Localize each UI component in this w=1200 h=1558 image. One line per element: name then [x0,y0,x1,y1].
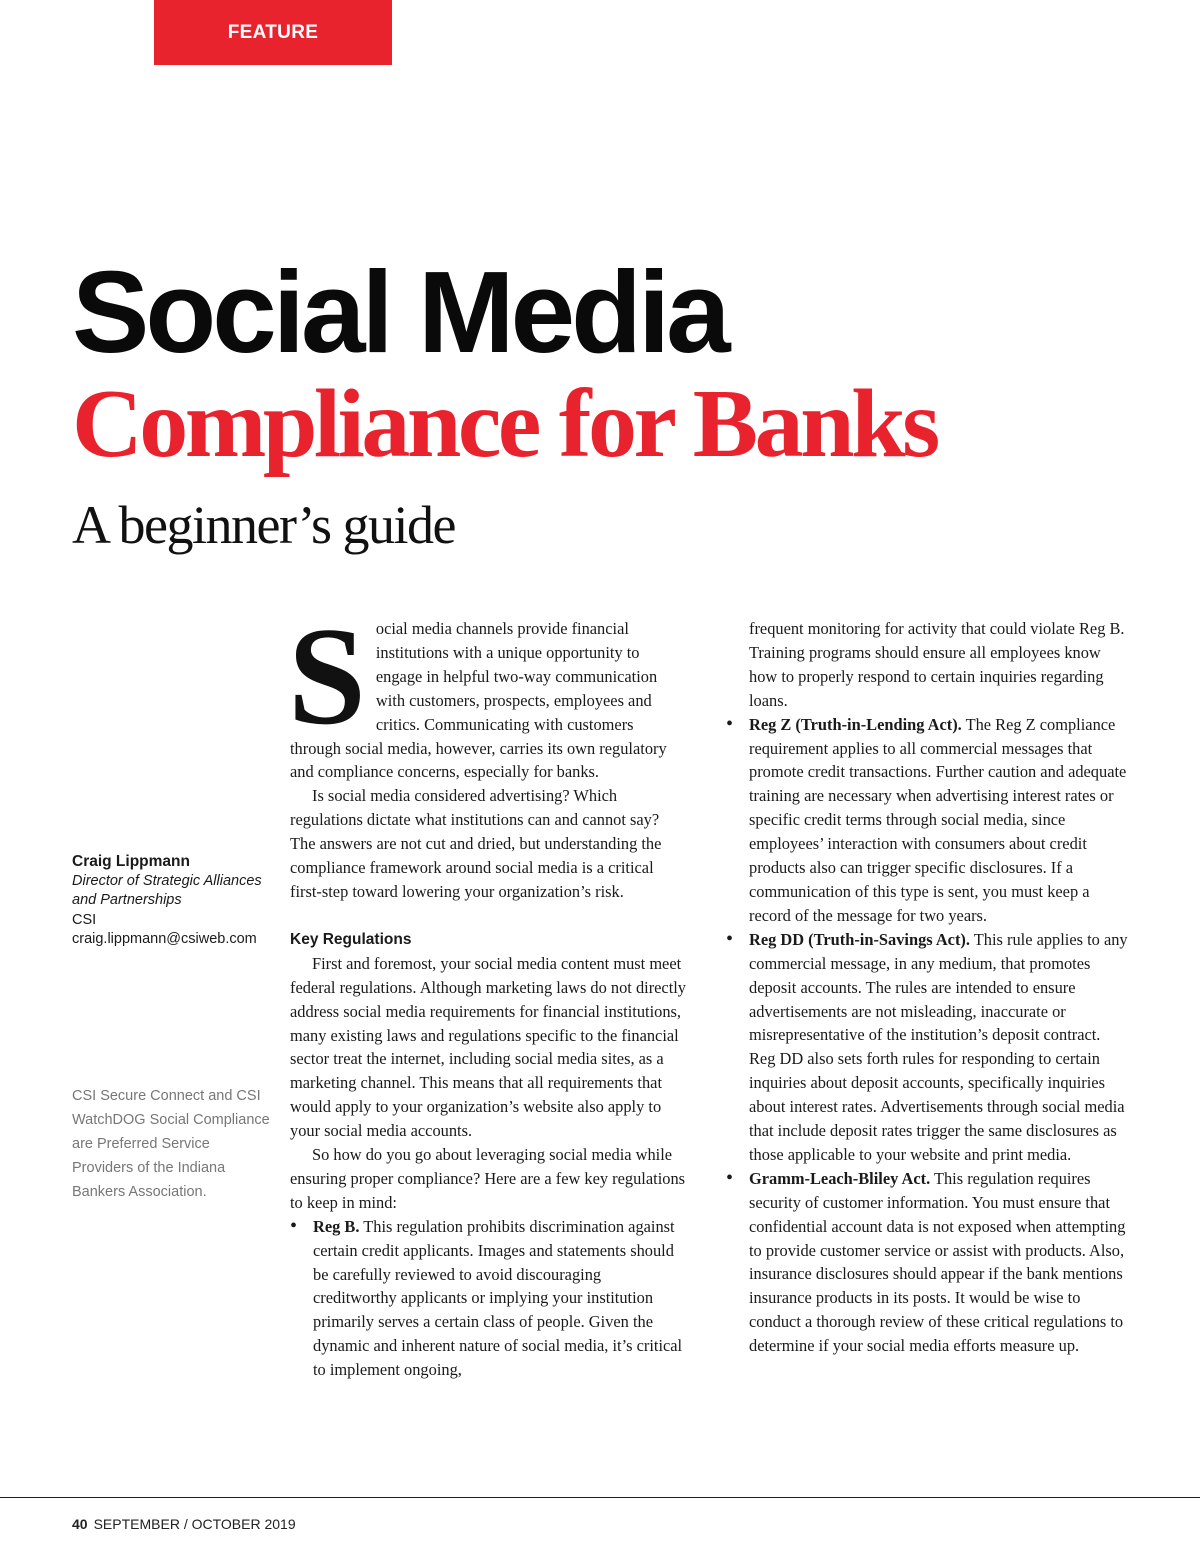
list-item [726,713,1130,928]
article-column-1 [288,599,688,1382]
author-name: Craig Lippmann [72,853,190,870]
list-item-text: The Reg Z compliance requirement applies to all commercial messages that promote credit transactions. Further caution and adequate training are necessary when advertising interest rates or specific credit terms through social media, since employees’ interaction with consumers about credit products also can trigger specific disclosures. If a communication of this type is sent, you must keep a record of the message for two years. [749,714,1127,925]
drop-cap: S [288,599,366,754]
sidebar-note: CSI Secure Connect and CSI WatchDOG Social Compliance are Preferred Service Providers of the Indiana Bankers Association. [72,1088,270,1200]
list-item-lead: Reg DD (Truth-in-Savings Act). [749,929,970,949]
list-item-text: frequent monitoring for activity that could violate Reg B. Training programs should ensure all employees know how to properly respond to certain inquiries regarding loans. [749,619,1125,710]
intro-paragraph [288,599,688,784]
paragraph: First and foremost, your social media content must meet federal regulations. Although marketing laws do not directly address social media requirements for financial institutions, many existing laws and regulations specific to the financial sector treat the internet, including social media sites, as a marketing channel. This means that all requirements that would apply to your organization’s website also apply to your social media accounts. [290,953,687,1141]
section-tag [154,0,392,65]
page-footer [72,1516,296,1532]
author-email: craig.lippmann@csiweb.com [72,931,257,947]
author-role: Director of Strategic Alliances and Partnerships [72,872,262,908]
author-company: CSI [72,911,97,928]
list-item-text: This regulation requires security of customer information. You must ensure that confidential account data is not exposed when attempting to provide customer service or assist with products. Also, insurance disclosures should appear if the bank mentions insurance products in its posts. It would be wise to conduct a thorough review of these critical regulations to determine if your social media efforts measure up. [749,1168,1126,1356]
list-item-continued [726,617,1130,713]
intro-text: ocial media channels provide financial institutions with a unique opportunity to engage in helpful two-way communication with customers, prospects, employees and critics. Communicating with customers through social media, however, carries its own regulatory and compliance concerns, especially for banks. [290,619,667,782]
paragraph: So how do you go about leveraging social media while ensuring proper compliance? Here are a few key regulations to keep in mind: [290,1145,686,1212]
list-item-lead: Gramm-Leach-Bliley Act. [749,1168,931,1188]
section-heading: Key Regulations [290,930,412,948]
list-item-lead: Reg B. [313,1216,360,1236]
list-item [726,1167,1130,1358]
list-item-text: This rule applies to any commercial message, in any medium, that promotes deposit accounts. The rules are intended to ensure advertisements are not misleading, inaccurate or misrepresentative of the institution’s deposit contract. Reg DD also sets forth rules for responding to certain inquiries about deposit accounts, specifically inquiries about interest rates. Advertisements through social media that include deposit rates trigger the same disclosures as those applicable to your website and print media. [749,929,1128,1164]
article-column-2 [726,617,1130,1358]
list-item [726,928,1130,1167]
paragraph: Is social media considered advertising? Which regulations dictate what institutions can and cannot say? The answers are not cut and dried, but understanding the compliance framework around social media is a critical first-step toward lowering your organization’s risk. [290,786,662,901]
headline-line-1: Social Media [72,247,727,377]
regulations-list-continued [726,617,1130,1358]
list-item-lead: Reg Z (Truth-in-Lending Act). [749,714,962,734]
section-tag-label: FEATURE [227,21,319,43]
list-item-text: This regulation prohibits discrimination against certain credit applicants. Images and statements should be carefully reviewed to avoid discouraging creditworthy applicants or implying your institution primarily serves a certain class of people. Given the dynamic and inherent nature of social media, it’s critical to implement ongoing, [313,1216,683,1380]
author-block [72,852,272,950]
list-item [290,1215,688,1382]
page-number: 40 [72,1516,88,1532]
issue-date: SEPTEMBER / OCTOBER 2019 [93,1516,296,1532]
regulations-list [290,1215,688,1382]
footer-divider [0,1497,1200,1498]
subheadline: A beginner’s guide [72,495,455,555]
headline-line-2: Compliance for Banks [72,370,937,478]
